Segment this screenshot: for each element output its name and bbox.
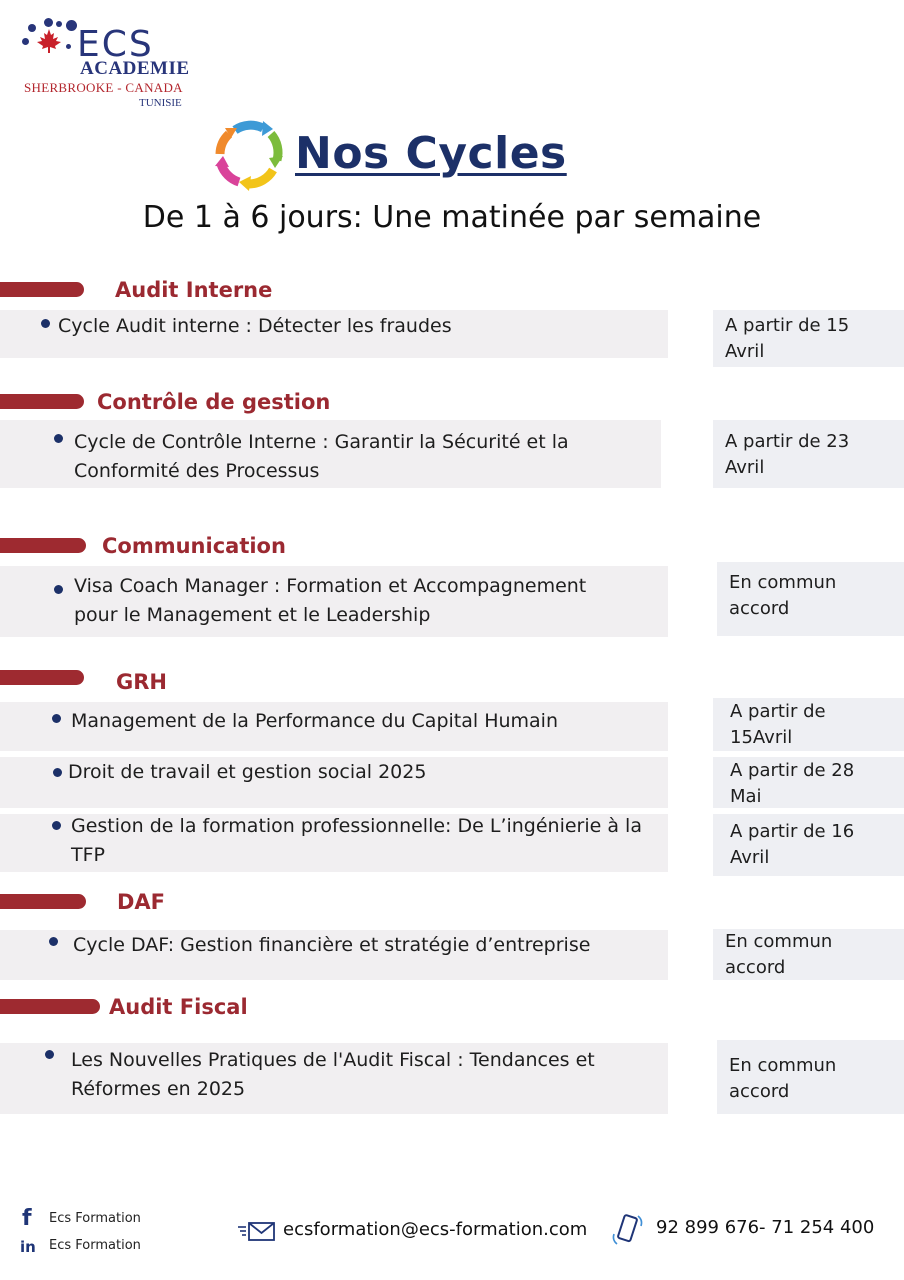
course-title: Gestion de la formation professionnelle: De L’ingénierie à la TFP — [71, 815, 642, 866]
course-title: Visa Coach Manager : Formation et Accompagnement pour le Management et le Leadership — [74, 575, 587, 626]
section-title-audit-interne: Audit Interne — [115, 278, 273, 302]
bullet-icon — [54, 585, 63, 594]
course-date: En commun accord — [713, 929, 904, 980]
course-date: A partir de 15 Avril — [713, 310, 904, 367]
course-title: Cycle de Contrôle Interne : Garantir la Sécurité et la Conformité des Processus — [74, 431, 569, 482]
course-date: A partir de 16 Avril — [713, 814, 904, 876]
course-title: Management de la Performance du Capital Humain — [71, 710, 558, 732]
bullet-icon — [52, 821, 61, 830]
footer — [0, 1200, 904, 1270]
section-marker — [0, 999, 100, 1014]
email-link[interactable]: ecsformation@ecs-formation.com — [283, 1219, 588, 1240]
course-date: A partir de 28 Mai — [713, 757, 904, 808]
phone-icon — [610, 1212, 644, 1246]
section-marker — [0, 394, 84, 409]
section-title-grh: GRH — [116, 670, 167, 694]
section-marker — [0, 282, 84, 297]
bullet-icon — [52, 714, 61, 723]
course-title: Cycle Audit interne : Détecter les fraudes — [58, 315, 452, 337]
linkedin-icon[interactable]: in — [20, 1238, 36, 1256]
cycle-arrows-icon — [213, 120, 287, 192]
bullet-icon — [45, 1050, 54, 1059]
bullet-icon — [49, 937, 58, 946]
course-title: Les Nouvelles Pratiques de l'Audit Fiscal : Tendances et Réformes en 2025 — [71, 1049, 595, 1100]
bullet-icon — [41, 319, 50, 328]
section-marker — [0, 670, 84, 685]
section-title-daf: DAF — [117, 890, 166, 914]
course-date: A partir de 23 Avril — [713, 420, 904, 488]
mail-icon — [238, 1220, 276, 1242]
maple-leaf-icon — [36, 28, 62, 54]
phone-number[interactable]: 92 899 676- 71 254 400 — [656, 1217, 875, 1238]
facebook-link[interactable]: Ecs Formation — [49, 1211, 141, 1226]
section-title-controle-gestion: Contrôle de gestion — [97, 390, 331, 414]
course-title: Droit de travail et gestion social 2025 — [68, 761, 427, 783]
section-marker — [0, 894, 86, 909]
section-title-communication: Communication — [102, 534, 286, 558]
course-date: En commun accord — [717, 562, 904, 636]
course-title: Cycle DAF: Gestion financière et stratégie d’entreprise — [73, 934, 591, 956]
bullet-icon — [53, 768, 62, 777]
course-date: En commun accord — [717, 1040, 904, 1114]
course-date: A partir de 15Avril — [713, 698, 904, 751]
logo-location: SHERBROOKE - CANADA — [24, 80, 183, 95]
facebook-icon[interactable]: f — [22, 1206, 32, 1231]
logo-country: TUNISIE — [139, 97, 182, 109]
logo-academie: ACADEMIE — [80, 58, 190, 79]
page-title: Nos Cycles — [295, 128, 567, 179]
section-marker — [0, 538, 86, 553]
linkedin-link[interactable]: Ecs Formation — [49, 1238, 141, 1253]
ecs-logo — [22, 18, 197, 113]
section-title-audit-fiscal: Audit Fiscal — [109, 995, 248, 1019]
bullet-icon — [54, 434, 63, 443]
page-subtitle: De 1 à 6 jours: Une matinée par semaine — [142, 200, 762, 235]
logo-ecs: ECS — [77, 24, 154, 65]
